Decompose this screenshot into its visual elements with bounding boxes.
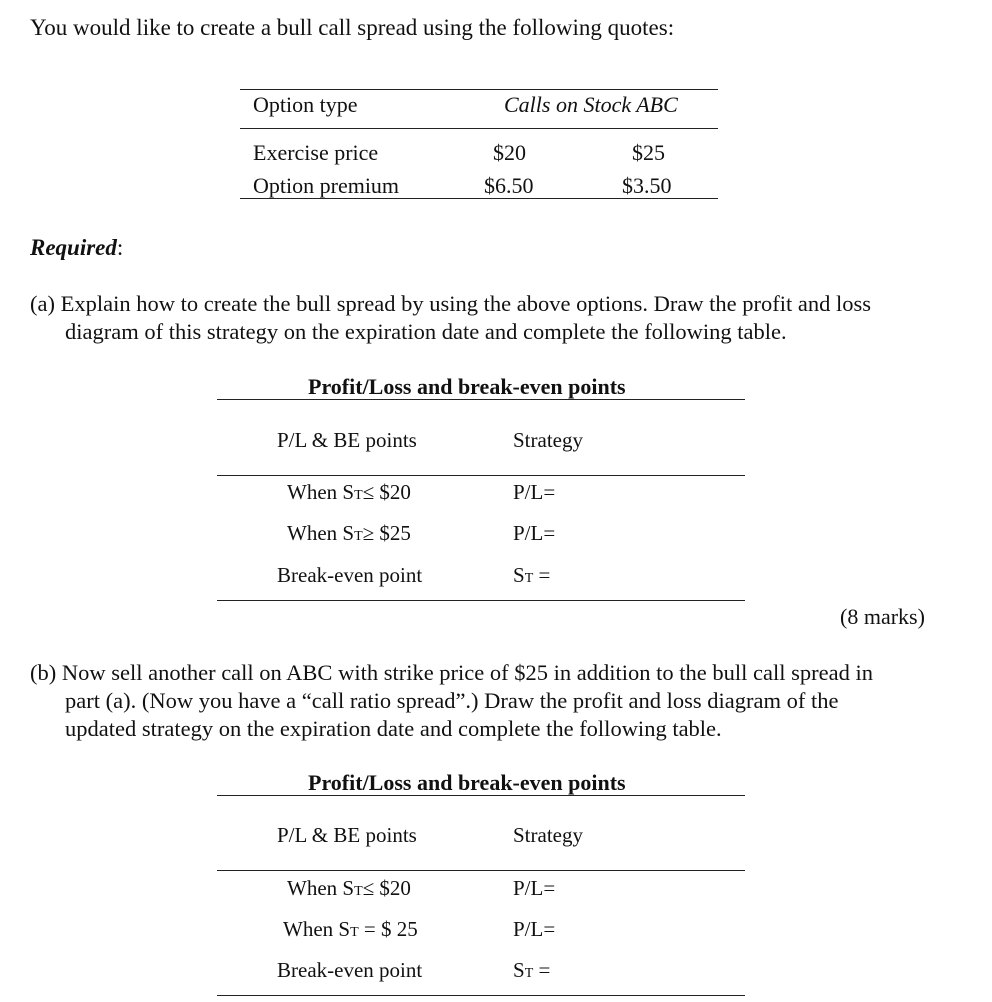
part-a-table-top-rule (217, 399, 745, 400)
part-a-row-1-when: When S (287, 480, 355, 504)
part-a-row-3-s: S (513, 563, 525, 587)
part-b-row-2-sub: T (350, 925, 359, 940)
part-a-row-1-cond: ≤ $20 (362, 480, 411, 504)
part-b-row-1-condition (287, 875, 411, 905)
part-a-text (30, 290, 934, 346)
part-b-row-1-when: When S (287, 876, 355, 900)
part-b-row-2-cond: = $ 25 (358, 917, 418, 941)
part-a-marks: (8 marks) (840, 604, 925, 629)
part-a-row-3-label: Break-even point (277, 563, 423, 587)
part-a-row-1-value: P/L= (513, 480, 556, 504)
quote-table-header-rule (240, 128, 718, 129)
part-b-line-2: part (a). (Now you have a “call ratio spread”.) Draw the profit and loss diagram of the (65, 688, 839, 713)
option-premium-20: $6.50 (484, 173, 534, 198)
part-a-row-2-condition (287, 520, 411, 550)
part-a-row-2-cond: ≥ $25 (362, 521, 411, 545)
required-colon: : (116, 235, 124, 260)
part-a-row-2-sub: T (354, 529, 363, 544)
exercise-price-20: $20 (493, 140, 526, 165)
option-type-header: Option type (253, 92, 358, 117)
part-a-line-1: (a) Explain how to create the bull spread by using the above options. Draw the profit and loss (30, 291, 872, 316)
part-b-text (30, 659, 934, 743)
part-a-row-3-tail: = (533, 563, 551, 587)
option-premium-25: $3.50 (622, 173, 672, 198)
part-b-row-2-when: When S (283, 917, 351, 941)
quote-table-top-rule (240, 89, 718, 90)
part-a-table-header-rule (217, 475, 745, 476)
part-b-row-1-value: P/L= (513, 876, 556, 900)
part-a-table-bottom-rule (217, 600, 745, 601)
exercise-price-label: Exercise price (253, 140, 379, 165)
part-a-row-2-when: When S (287, 521, 355, 545)
calls-header: Calls on Stock ABC (504, 92, 678, 117)
part-a-row-1-sub: T (354, 488, 363, 503)
quote-table-bottom-rule (240, 198, 718, 199)
part-a-row-3-sub: T (524, 571, 534, 586)
part-b-row-3-s: S (513, 958, 525, 982)
part-b-table-header-rule (217, 870, 745, 871)
part-a-col-strategy: Strategy (513, 428, 583, 452)
part-a-row-1-condition (287, 479, 411, 509)
part-b-line-3: updated strategy on the expiration date and complete the following table. (65, 716, 722, 741)
part-a-row-3-value (513, 562, 550, 592)
part-b-table-top-rule (217, 795, 745, 796)
part-a-row-2-value: P/L= (513, 521, 556, 545)
exercise-price-25: $25 (632, 140, 665, 165)
required-label: Required (30, 235, 117, 260)
part-b-table-bottom-rule (217, 995, 745, 996)
part-b-table-title: Profit/Loss and break-even points (308, 770, 626, 795)
part-b-row-3-tail: = (533, 958, 551, 982)
part-b-row-3-sub: T (524, 966, 534, 981)
required-heading (30, 234, 123, 262)
part-b-col-strategy: Strategy (513, 823, 583, 847)
part-b-col-pl-be: P/L & BE points (277, 823, 417, 847)
part-b-row-1-sub: T (354, 884, 363, 899)
part-b-row-2-condition (283, 916, 418, 946)
option-premium-label: Option premium (253, 173, 400, 198)
part-b-row-1-cond: ≤ $20 (362, 876, 411, 900)
part-b-row-3-label: Break-even point (277, 958, 423, 982)
part-a-line-2: diagram of this strategy on the expiration date and complete the following table. (65, 319, 787, 344)
intro-text: You would like to create a bull call spread using the following quotes: (30, 15, 675, 40)
part-a-col-pl-be: P/L & BE points (277, 428, 417, 452)
part-b-row-3-value (513, 957, 550, 987)
part-b-row-2-value: P/L= (513, 917, 556, 941)
part-b-line-1: (b) Now sell another call on ABC with strike price of $25 in addition to the bull call spread in (30, 660, 873, 685)
part-a-table-title: Profit/Loss and break-even points (308, 374, 626, 399)
